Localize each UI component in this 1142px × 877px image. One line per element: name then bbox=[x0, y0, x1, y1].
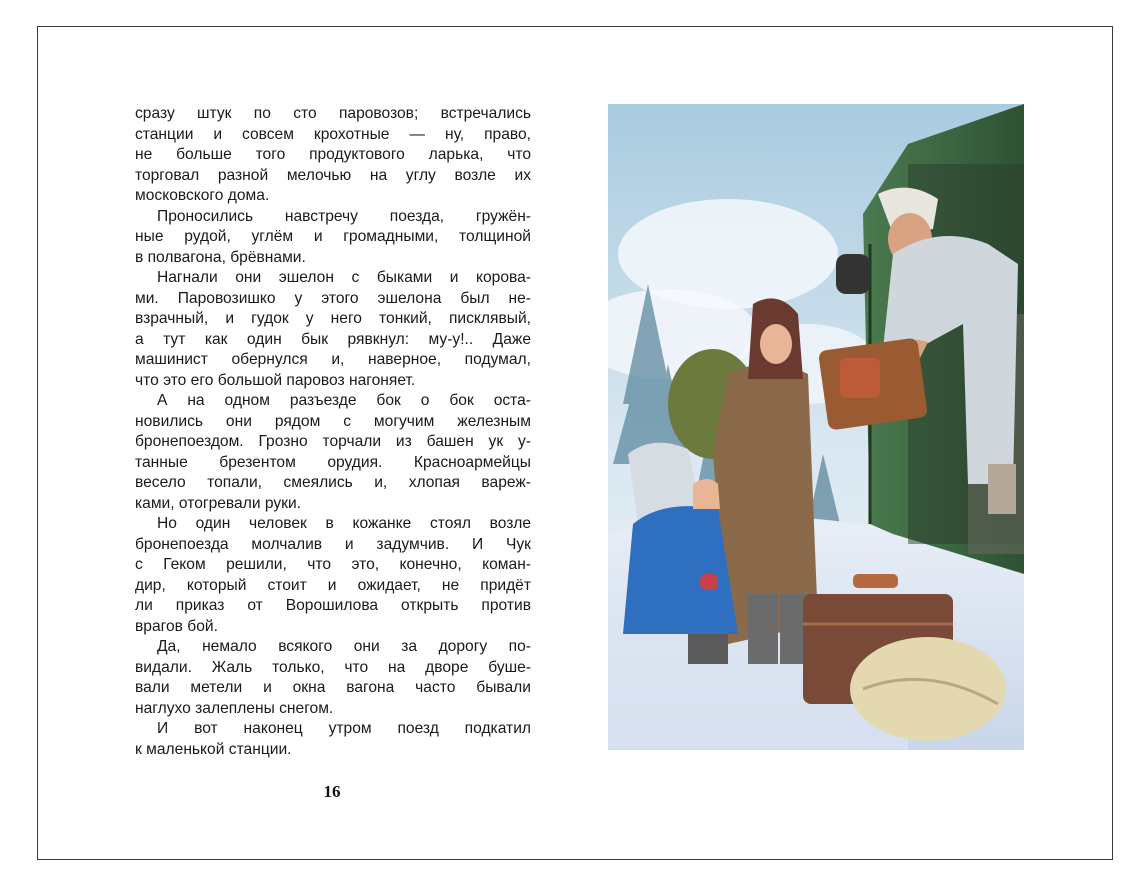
text-line: врагов бой. bbox=[135, 617, 218, 635]
text-line: весело топали, смеялись и, хлопая вареж- bbox=[135, 474, 531, 491]
text-line: не больше того продуктового ларька, что bbox=[135, 146, 531, 163]
text-line: Нагнали они эшелон с быками и корова- bbox=[157, 269, 531, 286]
text-line: бронепоезда молчалив и задумчив. И Чук bbox=[135, 535, 531, 553]
text-line: ные рудой, углём и громадными, толщиной bbox=[135, 228, 531, 245]
text-line: торговал разной мелочью на углу возле их bbox=[135, 166, 531, 184]
text-column bbox=[135, 104, 531, 760]
text-line: Но один человек в кожанке стоял возле bbox=[157, 515, 531, 532]
page-number: 16 bbox=[323, 782, 341, 801]
handed-suitcase bbox=[818, 337, 928, 430]
text-line: станции и совсем крохотные — ну, право, bbox=[135, 125, 531, 143]
illustration bbox=[608, 104, 1024, 750]
text-line: наглухо залеплены снегом. bbox=[135, 699, 334, 717]
text-line: Проносились навстречу поезда, гружён- bbox=[157, 207, 531, 225]
text-line: а тут как один бык рявкнул: му-у!.. Даже bbox=[135, 330, 531, 348]
bundle bbox=[850, 637, 1006, 741]
text-line: московского дома. bbox=[135, 187, 270, 204]
text-line: что это его большой паровоз нагоняет. bbox=[135, 371, 416, 389]
text-line: А на одном разъезде бок о бок оста- bbox=[157, 392, 531, 409]
text-line: вали метели и окна вагона часто бывали bbox=[135, 679, 531, 696]
text-line: ками, отогревали руки. bbox=[135, 494, 302, 512]
text-line: Да, немало всякого они за дорогу по- bbox=[157, 638, 531, 655]
text-line: ли приказ от Ворошилова открыть против bbox=[135, 597, 531, 614]
text-line: танные брезентом орудия. Красноармейцы bbox=[135, 453, 531, 471]
text-line: к маленькой станции. bbox=[135, 740, 292, 758]
text-line: видали. Жаль только, что на дворе буше- bbox=[135, 658, 531, 676]
text-line: с Геком решили, что это, конечно, коман- bbox=[135, 556, 531, 573]
text-line: И вот наконец утром поезд подкатил bbox=[157, 720, 531, 737]
text-line: сразу штук по сто паровозов; встречались bbox=[135, 105, 531, 122]
text-line: в полвагона, брёвнами. bbox=[135, 248, 306, 266]
text-line: новились они рядом с могучим железным bbox=[135, 412, 531, 430]
text-line: машинист обернулся и, наверное, подумал, bbox=[135, 351, 531, 368]
text-line: взрачный, и гудок у него тонкий, писклявый, bbox=[135, 310, 531, 327]
text-line: бронепоездом. Грозно торчали из башен ук у- bbox=[135, 433, 531, 450]
illustration-painting bbox=[608, 104, 1024, 750]
text-line: ми. Паровозишко у этого эшелона был не- bbox=[135, 289, 531, 307]
text-line: дир, который стоит и ожидает, не придёт bbox=[135, 576, 531, 594]
